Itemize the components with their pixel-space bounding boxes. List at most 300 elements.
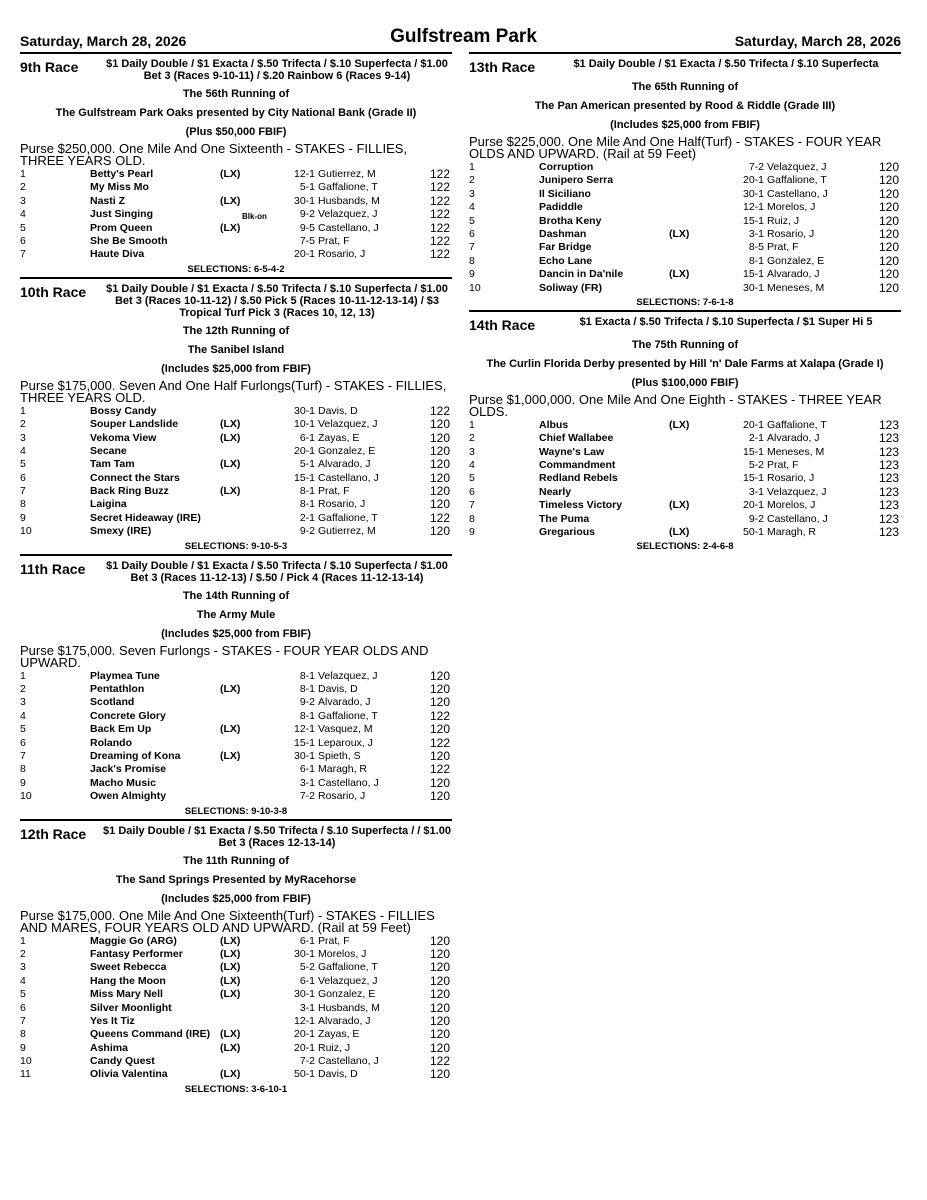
post-position: 5 [20,458,26,471]
morning-line-odds: 9-2 [748,512,764,525]
jockey-name: Gutierrez, M [318,525,376,538]
horse-name: Macho Music [90,776,156,789]
weight: 122 [429,510,450,525]
morning-line-odds: 5-2 [299,961,315,974]
jockey-name: Prat, F [318,934,350,947]
race-title-line: The 56th Running of [182,88,290,100]
horse-name: Miss Mary Nell [90,988,163,1001]
entry-row [20,737,452,750]
weight: 120 [429,484,450,499]
post-position: 6 [469,485,475,498]
morning-line-odds: 20-1 [293,1028,315,1041]
horse-name: Far Bridge [539,241,592,254]
morning-line-odds: 12-1 [293,723,315,736]
morning-line-odds: 20-1 [742,418,764,431]
post-position: 8 [20,763,26,776]
horse-name: Owen Almighty [90,790,167,803]
jockey-name: Rosario, J [318,790,366,803]
entry-row [20,790,452,803]
horse-name: Secane [90,444,127,457]
jockey-name: Velazquez, J [767,485,827,498]
entry-row [469,215,901,228]
morning-line-odds: 8-1 [299,709,315,722]
race-selections: SELECTIONS: 2-4-6-8 [636,541,734,553]
morning-line-odds: 10-1 [293,418,315,431]
horse-name: Back Em Up [90,723,152,736]
post-position: 3 [20,194,26,207]
weight: 120 [429,946,450,961]
entry-row [469,446,901,459]
morning-line-odds: 15-1 [742,472,764,485]
jockey-name: Castellano, J [318,1055,379,1068]
equipment-note: Blk-on [242,212,267,222]
lasix-tag: (LX) [220,168,241,180]
morning-line-odds: 3-1 [748,485,764,498]
horse-name: Nasti Z [90,194,126,207]
post-position: 10 [20,525,32,538]
jockey-name: Meneses, M [767,445,825,458]
horse-name: Chief Wallabee [539,432,614,445]
jockey-name: Gaffalione, T [318,511,378,524]
horse-name: Commandment [539,459,616,472]
horse-name: Corruption [539,161,594,173]
morning-line-odds: 8-1 [299,683,315,696]
post-position: 2 [20,683,26,696]
lasix-tag: (LX) [220,749,241,762]
jockey-name: Alvarado, J [318,696,371,709]
entry-row [20,235,452,248]
post-position: 9 [20,511,26,524]
horse-name: Betty's Pearl [90,168,154,180]
weight: 122 [429,233,450,248]
weight: 120 [429,682,450,697]
race-title-line: (Includes $25,000 from FBIF) [161,892,311,905]
entry-row [469,282,901,295]
weight: 120 [878,267,899,282]
morning-line-odds: 12-1 [293,1014,315,1027]
entry-row [20,432,452,445]
post-position: 9 [20,1041,26,1054]
race-number: 9th Race [20,59,79,75]
entry-row [20,975,452,988]
weight: 122 [429,762,450,777]
horse-name: Prom Queen [90,221,153,234]
morning-line-odds: 9-5 [299,221,315,234]
lasix-tag: (LX) [220,431,241,444]
horse-name: Albus [539,418,569,431]
horse-name: Back Ring Buzz [90,485,169,498]
horse-name: Just Singing [90,208,153,221]
post-position: 6 [469,227,475,240]
race-purse: Purse $225,000. One Mile And One Half(Turf) - STAKES - FOUR YEAR OLDS AND UPWARD. (Rail at 59 Feet) [469,134,882,161]
lasix-tag: (LX) [220,485,241,498]
horse-name: Dashman [539,227,587,240]
weight: 120 [429,443,450,458]
morning-line-odds: 3-1 [748,227,764,240]
jockey-name: Gonzalez, E [318,444,376,457]
horse-name: Nearly [539,485,572,498]
horse-name: Fantasy Performer [90,947,183,960]
jockey-name: Castellano, J [767,512,828,525]
weight: 120 [878,226,899,241]
horse-name: Maggie Go (ARG) [90,934,177,947]
jockey-name: Morelos, J [767,201,816,214]
weight: 120 [878,240,899,255]
weight: 122 [429,247,450,262]
morning-line-odds: 7-2 [299,790,315,803]
horse-name: Rolando [90,736,132,749]
post-position: 2 [20,181,26,194]
jockey-name: Davis, D [318,404,358,417]
entry-row [20,498,452,511]
horse-name: Echo Lane [539,254,593,267]
horse-name: Hang the Moon [90,974,166,987]
race-section [20,819,452,1097]
horse-name: Soliway (FR) [539,281,603,294]
lasix-tag: (LX) [669,499,690,512]
weight: 120 [429,973,450,988]
morning-line-odds: 8-1 [748,254,764,267]
post-position: 9 [20,776,26,789]
race-title-line: The 11th Running of [183,854,289,867]
post-position: 7 [20,485,26,498]
post-position: 4 [20,974,26,987]
weight: 120 [429,470,450,485]
weight: 122 [429,193,450,208]
post-position: 2 [20,947,26,960]
weight: 120 [878,200,899,215]
morning-line-odds: 30-1 [293,947,315,960]
morning-line-odds: 7-2 [299,1055,315,1068]
race-header [469,312,901,333]
entry-row [20,458,452,471]
weight: 120 [429,668,450,683]
weight: 120 [429,960,450,975]
entry-row [469,161,901,174]
entry-row [20,1028,452,1041]
weight: 120 [878,280,899,295]
weight: 123 [878,444,899,459]
entry-row [469,201,901,214]
race-title-line: (Includes $25,000 from FBIF) [610,119,760,131]
jockey-name: Prat, F [767,459,799,472]
lasix-tag: (LX) [220,683,241,696]
post-position: 5 [20,988,26,1001]
entry-row [469,228,901,241]
weight: 120 [878,253,899,268]
horse-name: Laigina [90,498,127,511]
weight: 120 [878,213,899,228]
horse-name: Smexy (IRE) [90,525,152,538]
entry-row [20,723,452,736]
race-selections: SELECTIONS: 6-5-4-2 [187,263,285,275]
post-position: 10 [469,281,481,294]
post-position: 5 [469,214,475,227]
race-purse: Purse $250,000. One Mile And One Sixteenth - STAKES - FILLIES, THREE YEARS OLD. [20,141,408,168]
post-position: 6 [20,234,26,247]
morning-line-odds: 15-1 [742,268,764,281]
race-title-line: (Includes $25,000 from FBIF) [161,627,311,640]
race-title-line: The Sand Springs Presented by MyRacehorse [115,873,357,886]
weight: 120 [429,987,450,1002]
morning-line-odds: 5-2 [748,459,764,472]
morning-line-odds: 5-1 [299,458,315,471]
jockey-name: Velazquez, J [318,418,378,431]
jockey-name: Gaffalione, T [318,181,378,194]
weight: 122 [429,220,450,235]
horse-name: Secret Hideaway (IRE) [90,511,201,524]
weight: 120 [429,1013,450,1028]
race-section [20,554,452,819]
jockey-name: Castellano, J [318,776,379,789]
entry-row [20,405,452,418]
post-position: 2 [20,418,26,431]
jockey-name: Rosario, J [318,498,366,511]
weight: 122 [429,708,450,723]
jockey-name: Rosario, J [767,472,815,485]
post-position: 10 [20,790,32,803]
post-position: 8 [469,512,475,525]
weight: 120 [429,497,450,512]
horse-name: Dancin in Da'nile [539,268,624,281]
entry-row [469,174,901,187]
race-header [20,556,452,584]
lasix-tag: (LX) [220,1041,241,1054]
post-position: 1 [469,418,475,431]
post-position: 4 [469,201,475,214]
weight: 120 [878,173,899,188]
race-selections: SELECTIONS: 9-10-5-3 [184,540,288,552]
post-position: 1 [20,934,26,947]
weight: 120 [878,186,899,201]
jockey-name: Castellano, J [318,221,379,234]
horse-name: Wayne's Law [539,445,605,458]
morning-line-odds: 8-1 [299,498,315,511]
post-position: 7 [20,749,26,762]
jockey-name: Leparoux, J [318,736,373,749]
jockey-name: Gaffalione, T [318,709,378,722]
race-wagers: $1 Daily Double / $1 Exacta / $.50 Trifecta / $.10 Superfecta / / $1.00 Bet 3 (Races 12-13-14) [103,824,451,849]
entries-list [20,935,452,1082]
post-position: 7 [20,248,26,261]
entry-row [20,670,452,683]
race-number: 10th Race [20,283,87,300]
post-position: 4 [20,208,26,221]
entries-list [469,419,901,540]
header-date-right: Saturday, March 28, 2026 [734,33,901,49]
entry-row [20,683,452,696]
post-position: 10 [20,1055,32,1068]
entry-row [20,181,452,194]
jockey-name: Rosario, J [767,227,815,240]
race-title-line: The 75th Running of [631,338,739,351]
race-wagers: $1 Daily Double / $1 Exacta / $.50 Trifecta / $.10 Superfecta / $1.00 Bet 3 (Races 10-11-12) / $.50 Pick 5 (Races 10-11-12-13-14) / $3 Tropical Turf Pick 3 (Races 10, 12, 13) [106,282,448,319]
jockey-name: Davis, D [318,1068,358,1081]
post-position: 7 [469,241,475,254]
race-number: 11th Race [20,560,86,577]
jockey-name: Morelos, J [767,499,816,512]
race-section [20,277,452,554]
weight: 123 [878,458,899,473]
morning-line-odds: 30-1 [293,988,315,1001]
morning-line-odds: 20-1 [293,444,315,457]
weight: 122 [429,180,450,195]
weight: 120 [429,695,450,710]
horse-name: Pentathlon [90,683,145,696]
entry-row [469,241,901,254]
horse-name: Yes It Tiz [90,1014,135,1027]
race-title-line: The 12th Running of [182,324,290,337]
weight: 123 [878,471,899,486]
entry-row [20,988,452,1001]
morning-line-odds: 15-1 [293,471,315,484]
race-header [469,54,901,75]
post-position: 5 [20,723,26,736]
lasix-tag: (LX) [220,934,241,947]
entries-list [20,405,452,539]
weight: 120 [429,1000,450,1015]
entry-row [20,935,452,948]
post-position: 7 [469,499,475,512]
jockey-name: Prat, F [767,241,799,254]
jockey-name: Prat, F [318,234,350,247]
entries-list [20,670,452,804]
weight: 120 [429,1067,450,1082]
entry-row [469,432,901,445]
entry-row [20,948,452,961]
morning-line-odds: 50-1 [742,526,764,539]
left-column [20,52,452,1097]
post-position: 5 [469,472,475,485]
jockey-name: Gaffalione, T [767,418,827,431]
jockey-name: Velazquez, J [767,161,827,173]
post-position: 4 [20,444,26,457]
entry-row [20,1068,452,1081]
right-column [469,52,901,554]
horse-name: Padiddle [539,201,583,214]
morning-line-odds: 8-1 [299,485,315,498]
post-position: 8 [469,254,475,267]
jockey-name: Spieth, S [318,749,361,762]
morning-line-odds: 6-1 [299,431,315,444]
horse-name: Vekoma View [90,431,157,444]
horse-name: Silver Moonlight [90,1001,172,1014]
lasix-tag: (LX) [220,947,241,960]
race-title-line: The 65th Running of [631,81,739,93]
weight: 122 [429,1054,450,1069]
entry-row [20,1055,452,1068]
lasix-tag: (LX) [220,1068,241,1081]
morning-line-odds: 20-1 [293,1041,315,1054]
lasix-tag: (LX) [220,988,241,1001]
post-position: 8 [20,498,26,511]
entry-row [20,418,452,431]
morning-line-odds: 20-1 [293,248,315,261]
lasix-tag: (LX) [669,268,690,281]
weight: 120 [429,722,450,737]
post-position: 8 [20,1028,26,1041]
jockey-name: Ruiz, J [318,1041,351,1054]
race-selections: SELECTIONS: 7-6-1-8 [636,296,734,308]
race-title-line: The Pan American presented by Rood & Riddle (Grade III) [534,100,836,112]
horse-name: Olivia Valentina [90,1068,168,1081]
lasix-tag: (LX) [220,418,241,431]
lasix-tag: (LX) [220,723,241,736]
race-section [20,52,452,277]
jockey-name: Velazquez, J [318,208,378,221]
jockey-name: Husbands, M [318,1001,380,1014]
jockey-name: Gaffalione, T [767,174,827,187]
post-position: 4 [20,709,26,722]
morning-line-odds: 30-1 [742,281,764,294]
jockey-name: Velazquez, J [318,974,378,987]
jockey-name: Gonzalez, E [767,254,825,267]
weight: 122 [429,167,450,181]
weight: 122 [429,735,450,750]
jockey-name: Ruiz, J [767,214,800,227]
horse-name: Candy Quest [90,1055,155,1068]
post-position: 1 [469,161,475,173]
morning-line-odds: 30-1 [293,749,315,762]
weight: 123 [878,431,899,446]
entry-row [20,763,452,776]
header-date-left: Saturday, March 28, 2026 [20,33,187,49]
morning-line-odds: 20-1 [742,174,764,187]
lasix-tag: (LX) [669,227,690,240]
race-title-line: The 14th Running of [182,589,290,602]
horse-name: Jack's Promise [90,763,167,776]
race-purse: Purse $175,000. One Mile And One Sixteenth(Turf) - STAKES - FILLIES AND MARES, FOUR YEARS OLD AND UPWARD. (Rail at 59 Feet) [20,907,435,935]
lasix-tag: (LX) [669,418,690,431]
horse-name: Bossy Candy [90,404,157,417]
race-selections: SELECTIONS: 9-10-3-8 [184,805,288,817]
race-title-line: (Plus $100,000 FBIF) [631,376,739,389]
post-position: 1 [20,168,26,180]
weight: 120 [429,417,450,432]
morning-line-odds: 12-1 [293,168,315,180]
morning-line-odds: 20-1 [742,499,764,512]
post-position: 6 [20,1001,26,1014]
jockey-name: Morelos, J [318,947,367,960]
entry-row [20,445,452,458]
lasix-tag: (LX) [220,961,241,974]
jockey-name: Alvarado, J [767,268,820,281]
race-title-line: The Curlin Florida Derby presented by Hill 'n' Dale Farms at Xalapa (Grade I) [486,357,884,370]
page-title: Gulfstream Park [390,26,537,47]
entry-row [469,419,901,432]
weight: 120 [429,1027,450,1042]
entry-row [20,961,452,974]
post-position: 9 [469,526,475,539]
post-position: 3 [20,696,26,709]
post-position: 6 [20,736,26,749]
morning-line-odds: 30-1 [742,187,764,200]
horse-name: Scotland [90,696,135,709]
post-position: 11 [20,1068,31,1081]
horse-name: Junipero Serra [539,174,614,187]
entry-row [20,696,452,709]
race-title-line: The Army Mule [196,608,276,621]
entry-row [20,525,452,538]
race-header [20,821,452,849]
horse-name: Dreaming of Kona [90,749,181,762]
entry-row [20,1002,452,1015]
post-position: 3 [469,187,475,200]
race-title-line: The Sanibel Island [187,343,285,356]
horse-name: Tam Tam [90,458,135,471]
race-wagers: $1 Daily Double / $1 Exacta / $.50 Trifecta / $.10 Superfecta [573,58,879,70]
entry-row [20,710,452,723]
